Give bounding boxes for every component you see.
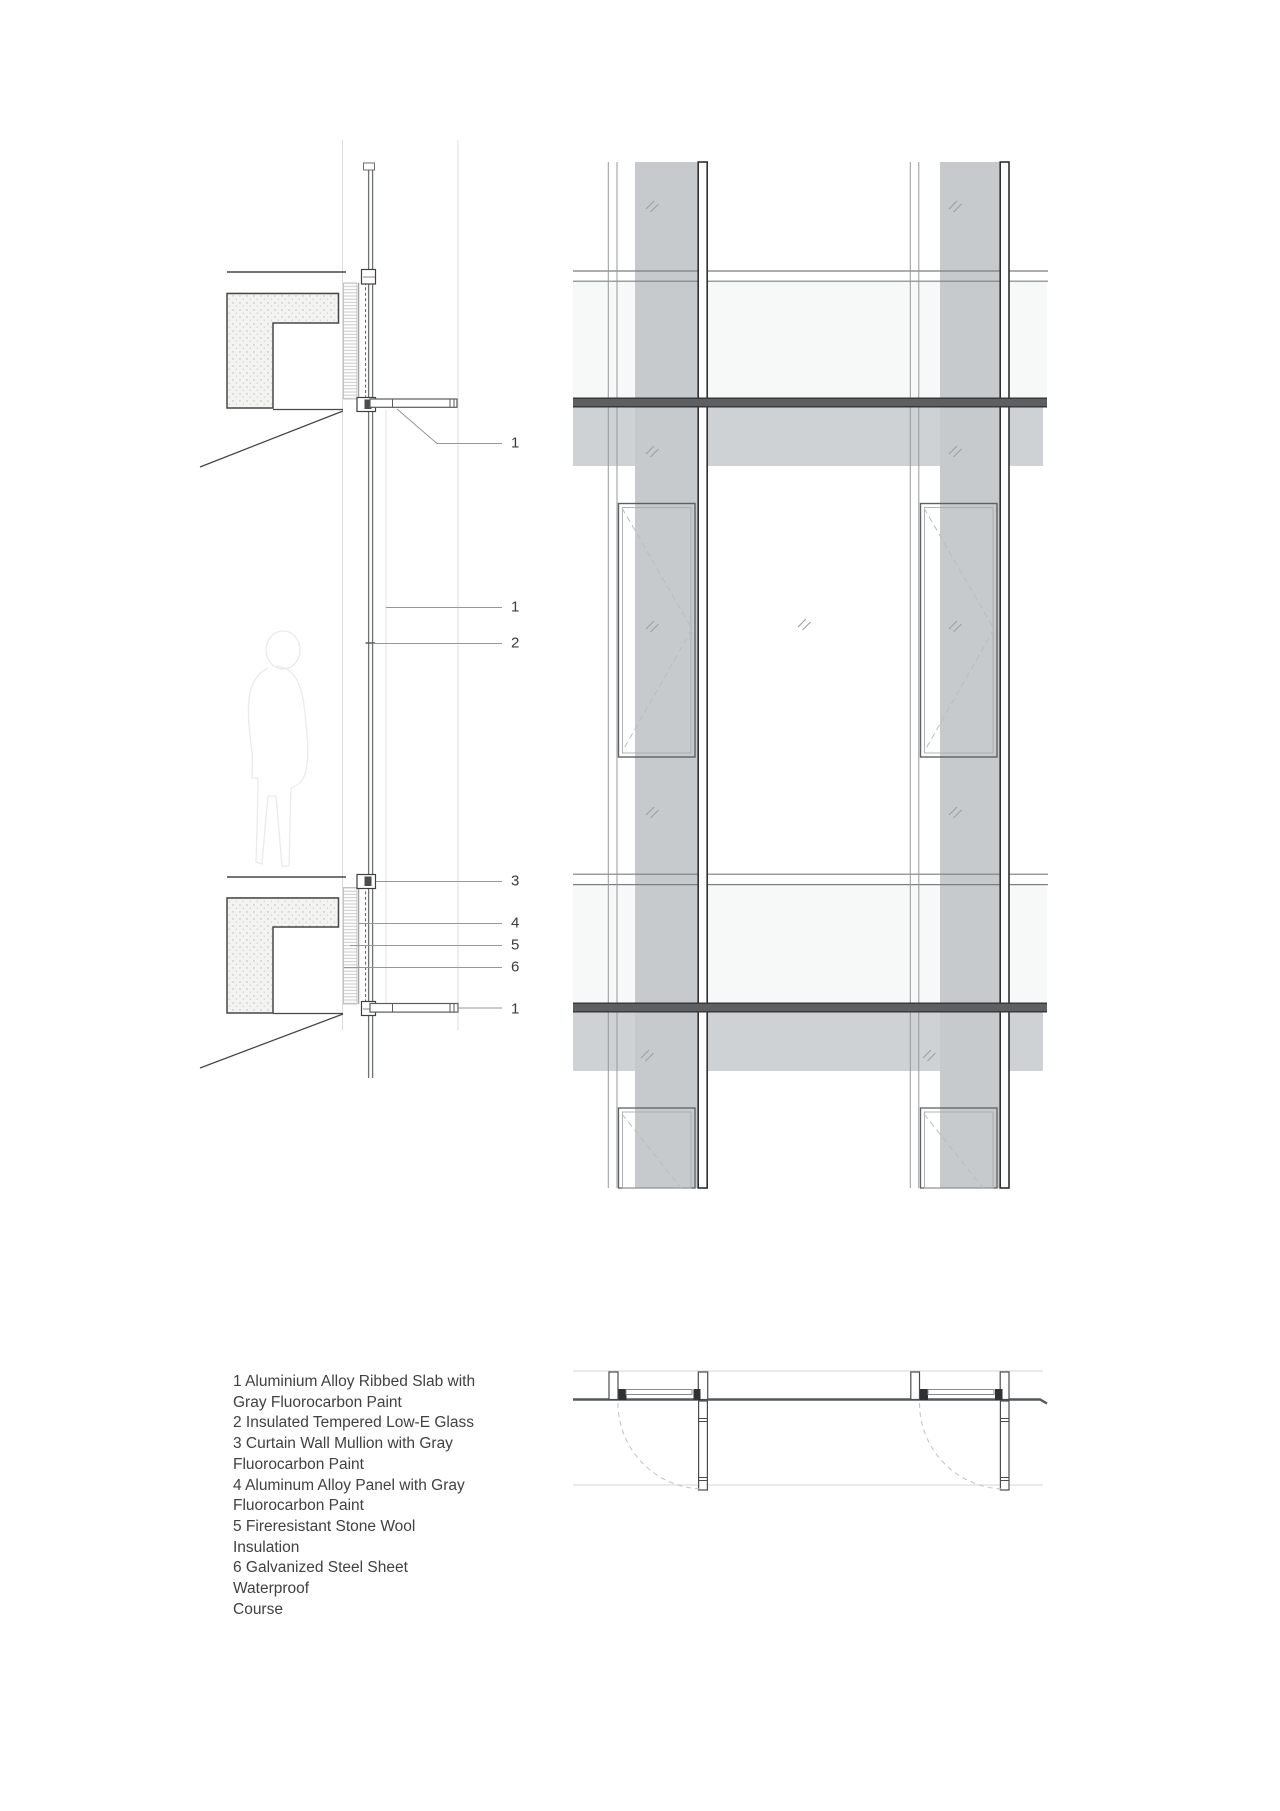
- material-legend: [233, 1372, 483, 1620]
- plan-vent-sash: [626, 1390, 994, 1395]
- wall-section: [200, 140, 502, 1078]
- human-figure: [248, 631, 308, 866]
- plan-glass-line: [573, 1400, 1047, 1404]
- legend-line: 4 Aluminum Alloy Panel with Gray: [233, 1476, 465, 1494]
- callout-number: 2: [511, 634, 520, 652]
- callout-number: 4: [511, 914, 520, 932]
- curtain-wall-mullion: [1000, 162, 1009, 1188]
- plan-mullion-cap: [609, 1372, 1009, 1400]
- callout-number: 5: [511, 936, 520, 954]
- ceiling-line: [200, 1014, 343, 1068]
- plan-detail: [573, 1371, 1047, 1490]
- legend-line: Course: [233, 1600, 283, 1618]
- mullion-top-joint: [364, 163, 375, 170]
- plan-mullion-stem: [699, 1401, 1009, 1490]
- callout-number: 6: [511, 958, 520, 976]
- curtain-wall-mullion-line: [369, 163, 373, 1078]
- ceiling-line: [200, 411, 343, 467]
- slab-stipple: [227, 898, 339, 1013]
- callout-number: 3: [511, 872, 520, 890]
- legend-line: 6 Galvanized Steel Sheet Waterproof: [233, 1559, 408, 1598]
- ribbed-slab-panel: [370, 1004, 458, 1013]
- facade-elevation: [573, 162, 1048, 1188]
- column-panel-band: [635, 162, 698, 1188]
- callout-number: 1: [511, 598, 520, 616]
- legend-line: 3 Curtain Wall Mullion with Gray: [233, 1435, 453, 1453]
- floor-slab-bottom: [200, 875, 458, 1069]
- legend-line: 5 Fireresistant Stone Wool Insulation: [233, 1517, 416, 1556]
- construction-lines: [343, 140, 459, 1030]
- legend-line: Fluorocarbon Paint: [233, 1455, 364, 1473]
- callout-number: 1: [511, 434, 520, 452]
- legend-line: Gray Fluorocarbon Paint: [233, 1393, 402, 1411]
- leader-lines: [344, 409, 502, 1008]
- vent-swing-arc: [618, 1403, 1006, 1489]
- legend-line: 1 Aluminium Alloy Ribbed Slab with: [233, 1373, 476, 1390]
- slab-stipple: [227, 294, 339, 409]
- floor-slab-top: [200, 270, 457, 468]
- ribbed-slab-panel: [370, 399, 457, 407]
- column-panel-band: [940, 162, 1000, 1188]
- legend-line: Fluorocarbon Paint: [233, 1497, 364, 1515]
- insulation-hatch: [344, 283, 358, 399]
- curtain-wall-mullion: [698, 162, 707, 1188]
- legend-line: 2 Insulated Tempered Low-E Glass: [233, 1414, 474, 1432]
- callout-number: 1: [511, 1000, 520, 1018]
